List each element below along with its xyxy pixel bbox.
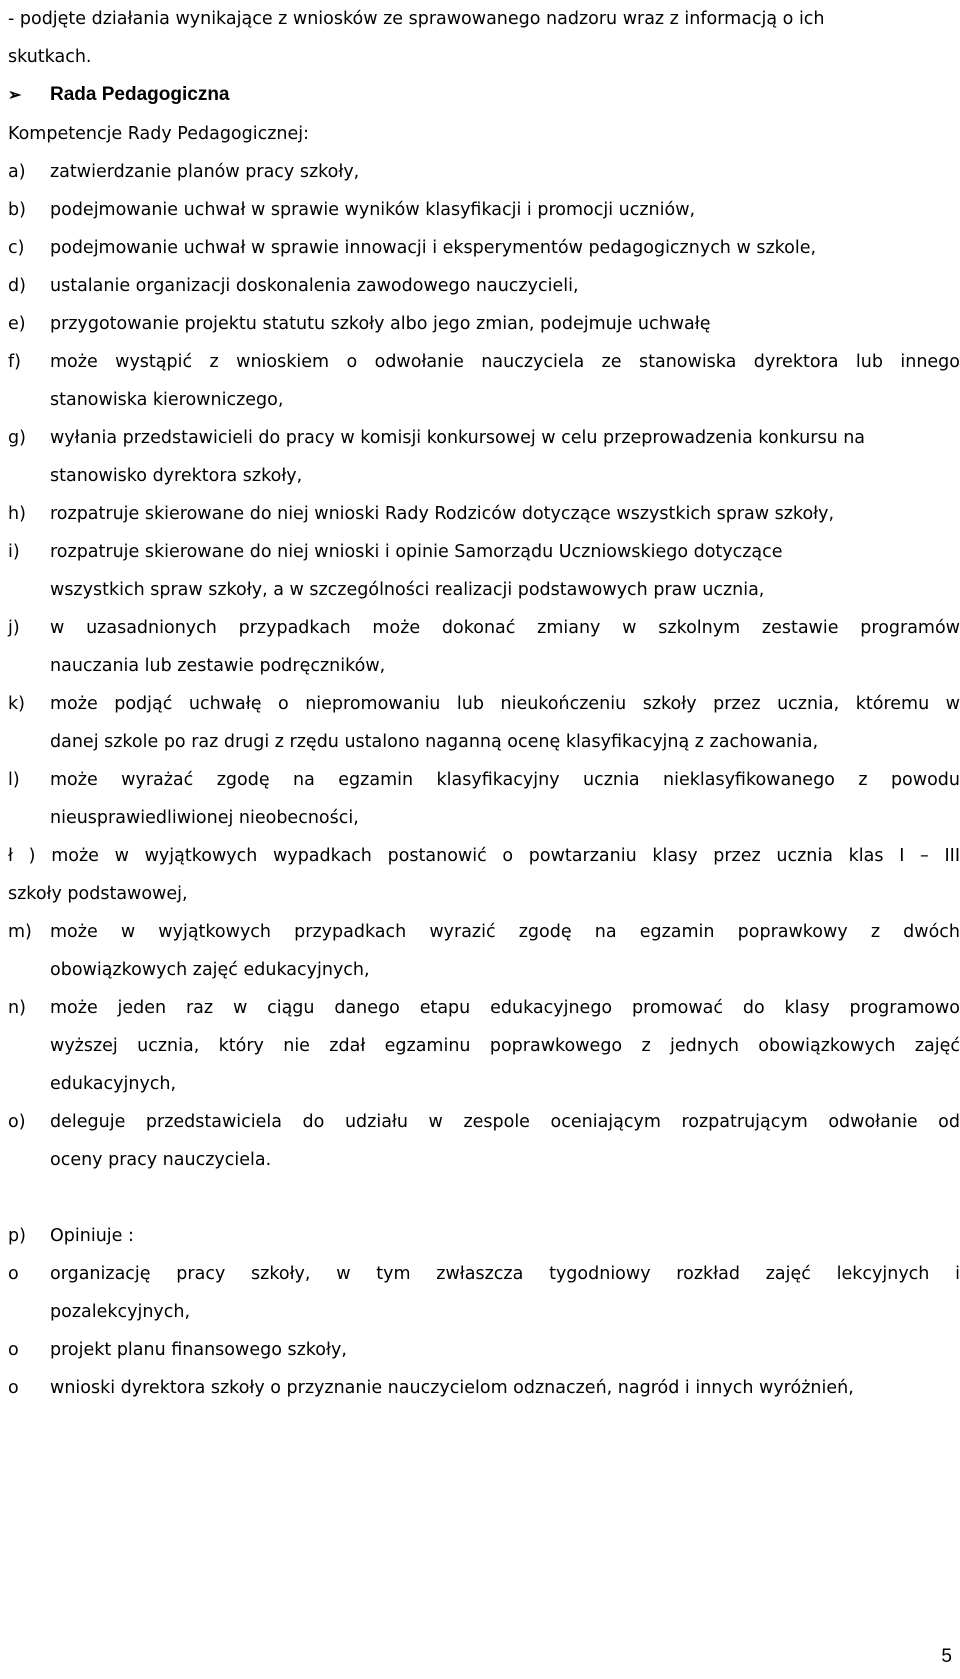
list-item-m (8, 913, 960, 951)
list-marker: c) (8, 238, 25, 258)
list-item-j (8, 609, 960, 647)
list-marker: l) (8, 770, 20, 790)
opinion-item-3 (8, 1369, 960, 1407)
list-item-text: może jeden raz w ciągu danego etapu edukacyjnego promować do klasy programowo (50, 998, 960, 1018)
opinion-text: projekt planu finansowego szkoły, (50, 1340, 347, 1360)
list-marker: g) (8, 428, 26, 448)
list-item-continuation: obowiązkowych zajęć edukacyjnych, (50, 960, 370, 980)
list-item-text: rozpatruje skierowane do niej wnioski Rady Rodziców dotyczące wszystkich spraw szkoły, (50, 504, 835, 524)
list-item-h (8, 495, 960, 533)
list-marker: k) (8, 694, 25, 714)
list-item-o (8, 1103, 960, 1141)
list-item-text: przygotowanie projektu statutu szkoły albo jego zmian, podejmuje uchwałę (50, 314, 711, 334)
list-item-l-stroke: ł ) może w wyjątkowych wypadkach postanowić o powtarzaniu klasy przez ucznia klas I – III (8, 846, 960, 866)
list-item-text: podejmowanie uchwał w sprawie wyników klasyfikacji i promocji uczniów, (50, 200, 696, 220)
list-item-text: podejmowanie uchwał w sprawie innowacji i eksperymentów pedagogicznych w szkole, (50, 238, 817, 258)
list-item-text: w uzasadnionych przypadkach może dokonać zmiany w szkolnym zestawie programów (50, 618, 960, 638)
section-subtitle: Kompetencje Rady Pedagogicznej: (8, 124, 310, 144)
list-item-n (8, 989, 960, 1027)
opinion-item-2 (8, 1331, 960, 1369)
opinion-bullet: o (8, 1378, 19, 1398)
list-item-continuation: edukacyjnych, (50, 1074, 177, 1094)
list-item-k (8, 685, 960, 723)
list-marker: a) (8, 162, 26, 182)
arrow-bullet-icon: ➢ (8, 87, 22, 104)
list-item-d (8, 267, 960, 305)
section-title: Rada Pedagogiczna (50, 84, 230, 105)
paragraph-spacer (8, 1179, 960, 1217)
opinion-bullet: o (8, 1264, 19, 1284)
list-marker: e) (8, 314, 26, 334)
opinion-bullet: o (8, 1340, 19, 1360)
list-marker: h) (8, 504, 26, 524)
page-number: 5 (941, 1646, 952, 1667)
list-item-text: rozpatruje skierowane do niej wnioski i opinie Samorządu Uczniowskiego dotyczące (50, 542, 783, 562)
document-page (8, 0, 960, 1407)
list-item-continuation: danej szkole po raz drugi z rzędu ustalono naganną ocenę klasyfikacyjną z zachowania, (50, 732, 819, 752)
list-item-continuation: nieusprawiedliwionej nieobecności, (50, 808, 359, 828)
list-marker: p) (8, 1226, 26, 1246)
list-item-continuation: nauczania lub zestawie podręczników, (50, 656, 386, 676)
list-marker: j) (8, 618, 20, 638)
list-item-e (8, 305, 960, 343)
list-item-a (8, 153, 960, 191)
list-marker: b) (8, 200, 26, 220)
list-marker: d) (8, 276, 26, 296)
list-item-text: może w wyjątkowych przypadkach wyrazić zgodę na egzamin poprawkowy z dwóch (50, 922, 960, 942)
list-item-b (8, 191, 960, 229)
list-item-text: może wystąpić z wnioskiem o odwołanie nauczyciela ze stanowiska dyrektora lub innego (50, 352, 960, 372)
list-marker: f) (8, 352, 21, 372)
list-item-continuation: wszystkich spraw szkoły, a w szczególności realizacji podstawowych praw ucznia, (50, 580, 765, 600)
list-marker: i) (8, 542, 20, 562)
list-item-l (8, 761, 960, 799)
list-marker: m) (8, 922, 32, 942)
list-marker: o) (8, 1112, 26, 1132)
section-heading (8, 76, 960, 115)
list-item-continuation: szkoły podstawowej, (8, 884, 188, 904)
opinion-continuation: pozalekcyjnych, (50, 1302, 191, 1322)
opinion-item-1 (8, 1255, 960, 1293)
list-item-c (8, 229, 960, 267)
list-item-text: może wyrażać zgodę na egzamin klasyfikacyjny ucznia nieklasyfikowanego z powodu (50, 770, 960, 790)
list-item-text: wyłania przedstawicieli do pracy w komisji konkursowej w celu przeprowadzenia konkursu na (50, 428, 866, 448)
list-item-f (8, 343, 960, 381)
list-item-text: Opiniuje : (50, 1226, 134, 1246)
opinion-text: wnioski dyrektora szkoły o przyznanie nauczycielom odznaczeń, nagród i innych wyróżnień, (50, 1378, 854, 1398)
list-item-i (8, 533, 960, 571)
list-item-continuation: oceny pracy nauczyciela. (50, 1150, 272, 1170)
list-item-continuation (8, 1027, 960, 1065)
opinion-text: organizację pracy szkoły, w tym zwłaszcza tygodniowy rozkład zajęć lekcyjnych i (50, 1264, 960, 1284)
intro-line-1: - podjęte działania wynikające z wniosków ze sprawowanego nadzoru wraz z informacją o ich (8, 9, 825, 29)
list-item-text: może podjąć uchwałę o niepromowaniu lub nieukończeniu szkoły przez ucznia, któremu w (50, 694, 960, 714)
list-item-text: zatwierdzanie planów pracy szkoły, (50, 162, 360, 182)
list-item-text: ustalanie organizacji doskonalenia zawodowego nauczycieli, (50, 276, 579, 296)
list-item-p (8, 1217, 960, 1255)
list-item-continuation: stanowisko dyrektora szkoły, (50, 466, 303, 486)
list-marker: n) (8, 998, 26, 1018)
intro-line-2: skutkach. (8, 47, 92, 67)
list-item-continuation-text: wyższej ucznia, który nie zdał egzaminu poprawkowego z jednych obowiązkowych zajęć (50, 1036, 960, 1056)
list-item-g (8, 419, 960, 457)
list-item-continuation: stanowiska kierowniczego, (50, 390, 284, 410)
list-item-text: deleguje przedstawiciela do udziału w zespole oceniającym rozpatrującym odwołanie od (50, 1112, 960, 1132)
